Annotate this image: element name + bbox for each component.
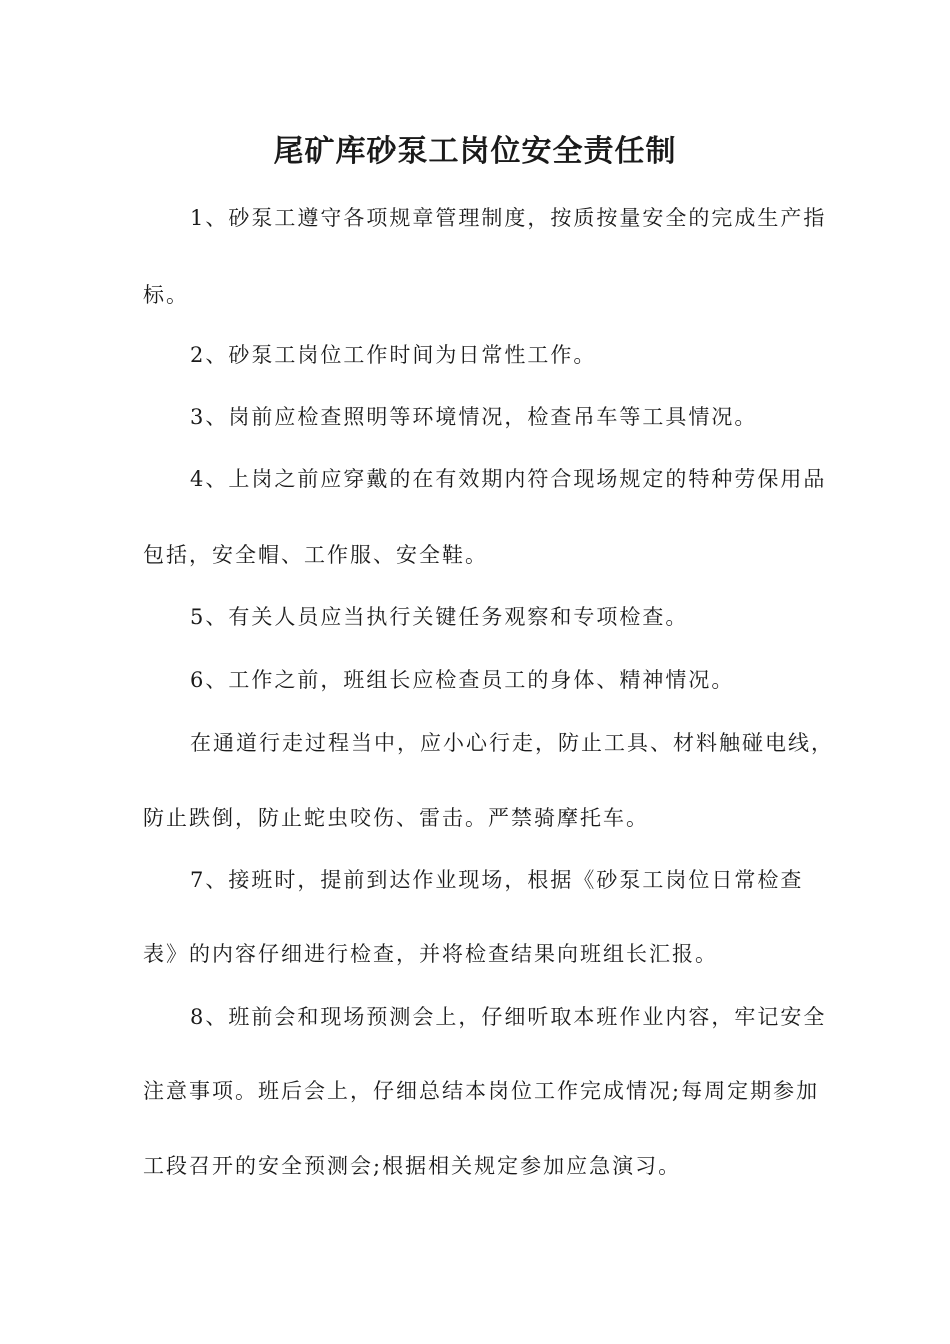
text-line-1: 1、砂泵工遵守各项规章管理制度，按质按量安全的完成生产指 bbox=[190, 206, 827, 230]
text-line-9: 在通道行走过程当中，应小心行走，防止工具、材料触碰电线， bbox=[190, 731, 834, 755]
text-line-4: 3、岗前应检查照明等环境情况，检查吊车等工具情况。 bbox=[190, 405, 758, 429]
text-line-15: 工段召开的安全预测会;根据相关规定参加应急演习。 bbox=[143, 1154, 682, 1178]
text-line-11: 7、接班时，提前到达作业现场，根据《砂泵工岗位日常检查 bbox=[190, 868, 804, 892]
text-line-3: 2、砂泵工岗位工作时间为日常性工作。 bbox=[190, 343, 597, 367]
text-line-5: 4、上岗之前应穿戴的在有效期内符合现场规定的特种劳保用品 bbox=[190, 467, 827, 491]
text-line-6: 包括，安全帽、工作服、安全鞋。 bbox=[143, 543, 488, 567]
text-line-12: 表》的内容仔细进行检查，并将检查结果向班组长汇报。 bbox=[143, 942, 718, 966]
text-line-13: 8、班前会和现场预测会上，仔细听取本班作业内容，牢记安全 bbox=[190, 1005, 827, 1029]
text-line-7: 5、有关人员应当执行关键任务观察和专项检查。 bbox=[190, 605, 689, 629]
document-title: 尾矿库砂泵工岗位安全责任制 bbox=[273, 134, 677, 169]
text-line-2: 标。 bbox=[143, 283, 189, 307]
text-line-8: 6、工作之前，班组长应检查员工的身体、精神情况。 bbox=[190, 668, 735, 692]
text-line-10: 防止跌倒，防止蛇虫咬伤、雷击。严禁骑摩托车。 bbox=[143, 806, 649, 830]
text-line-14: 注意事项。班后会上，仔细总结本岗位工作完成情况;每周定期参加 bbox=[143, 1079, 820, 1103]
